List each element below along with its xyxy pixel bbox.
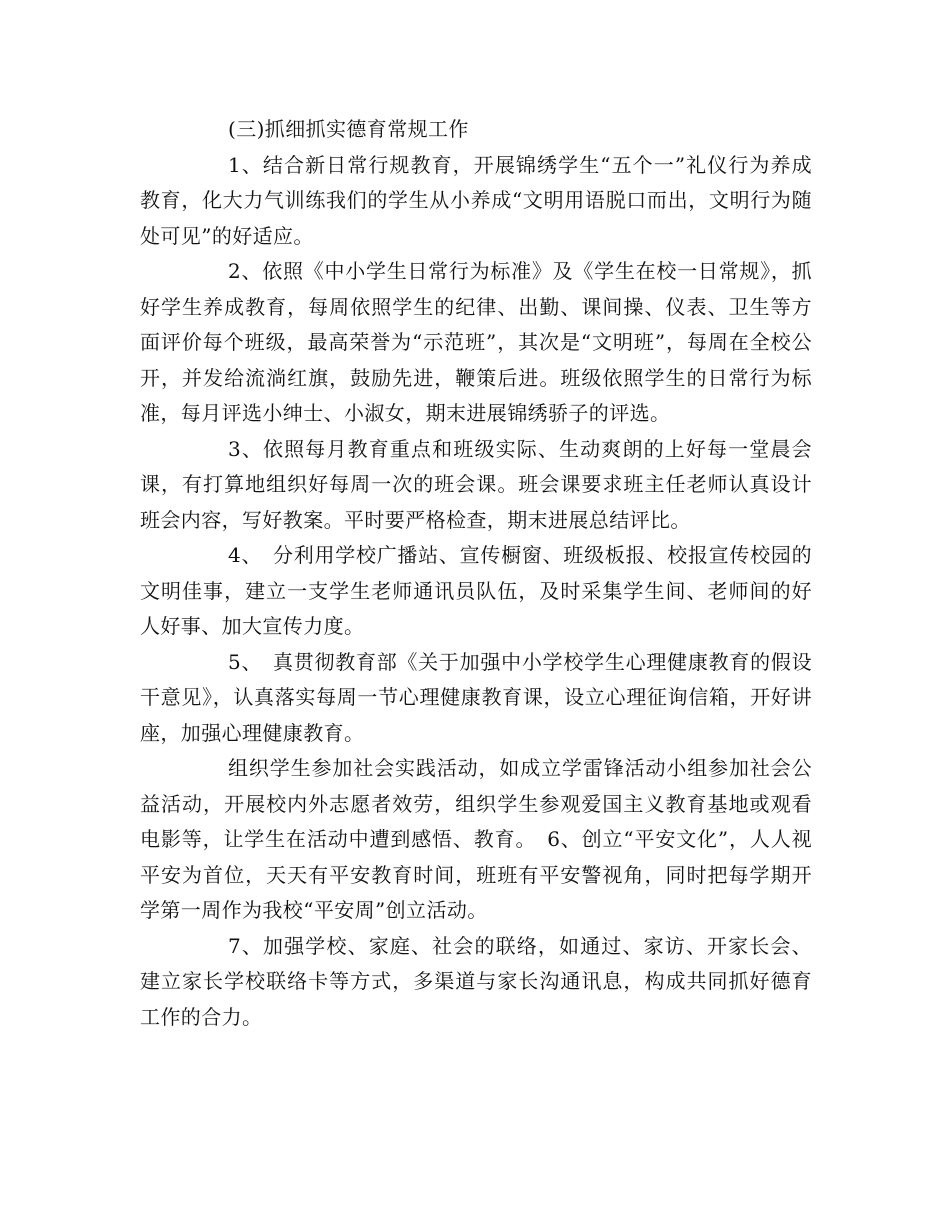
paragraph-item-5: 5、 真贯彻教育部《关于加强中小学校学生心理健康教育的假设干意见》，认真落实每周一节心理健康教育课，设立心理征询信箱，开好讲座，加强心理健康教育。 bbox=[140, 649, 812, 745]
paragraph-item-3: 3、依照每月教育重点和班级实际、生动爽朗的上好每一堂晨会课，有打算地组织好每周一次的班会课。班会课要求班主任老师认真设计班会内容，写好教案。平时要严格检查，期末进展总结评比。 bbox=[140, 436, 812, 532]
section-heading: (三)抓细抓实德育常规工作 bbox=[228, 117, 469, 141]
paragraph-item-4: 4、 分利用学校广播站、宣传橱窗、班级板报、校报宣传校园的文明佳事，建立一支学生老师通讯员队伍，及时采集学生间、老师间的好人好事、加大宣传力度。 bbox=[140, 543, 812, 638]
paragraph-item-7: 7、加强学校、家庭、社会的联络，如通过、家访、开家长会、建立家长学校联络卡等方式，多渠道与家长沟通讯息，构成共同抓好德育工作的合力。 bbox=[140, 933, 812, 1029]
paragraph-item-6: 组织学生参加社会实践活动，如成立学雷锋活动小组参加社会公益活动，开展校内外志愿者效劳，组织学生参观爱国主义教育基地或观看电影等，让学生在活动中遭到感悟、教育。 6、创立“平安文化”，人人视平安为首位，天天有平安教育时间，班班有平安警视角，同时把每学期开学第一周作为我校“平安周”创立活动。 bbox=[140, 756, 812, 922]
paragraph-item-1: 1、结合新日常行规教育，开展锦绣学生“五个一”礼仪行为养成教育，化大力气训练我们的学生从小养成“文明用语脱口而出，文明行为随处可见”的好适应。 bbox=[140, 152, 812, 248]
paragraph-item-2: 2、依照《中小学生日常行为标准》及《学生在校一日常规》，抓好学生养成教育，每周依照学生的纪律、出勤、课间操、仪表、卫生等方面评价每个班级，最高荣誉为“示范班”，其次是“文明班”，每周在全校公开，并发给流淌红旗，鼓励先进，鞭策后进。班级依照学生的日常行为标准，每月评选小绅士、小淑女，期末进展锦绣骄子的评选。 bbox=[140, 259, 812, 425]
document-page bbox=[140, 112, 812, 1035]
